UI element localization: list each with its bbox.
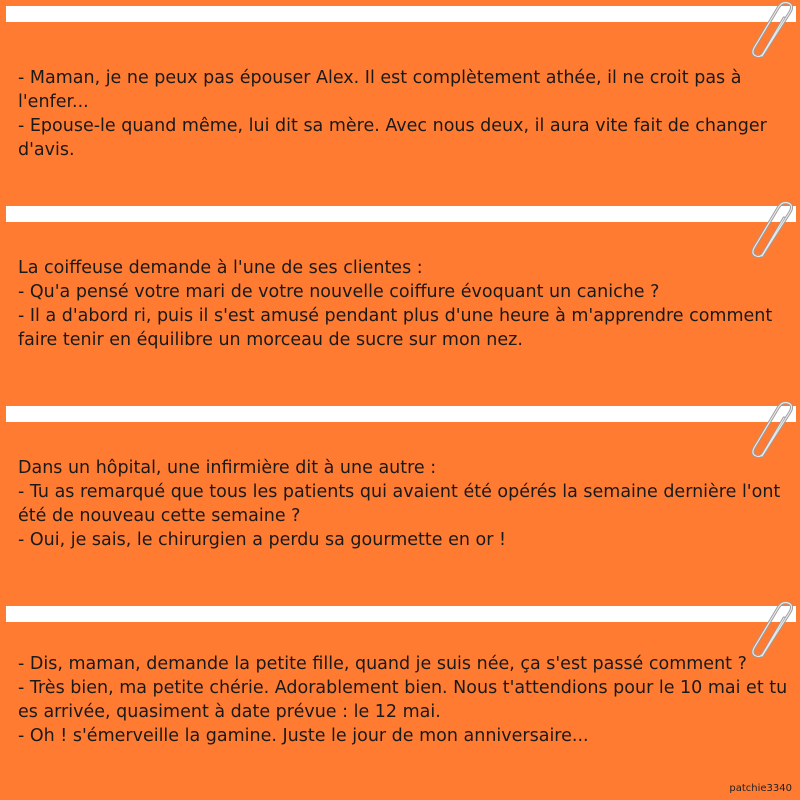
joke-line: - Qu'a pensé votre mari de votre nouvelle coiffure évoquant un caniche ?	[18, 282, 660, 302]
joke-line: - Oui, je sais, le chirurgien a perdu sa gourmette en or !	[18, 530, 506, 550]
paperclip-icon	[748, 2, 798, 60]
joke-line: Dans un hôpital, une infirmière dit à une autre :	[18, 458, 437, 478]
joke-text	[18, 66, 790, 162]
joke-line: - Dis, maman, demande la petite fille, quand je suis née, ça s'est passé comment ?	[18, 654, 747, 674]
paperclip-icon	[748, 402, 798, 460]
joke-line: - Tu as remarqué que tous les patients qui avaient été opérés la semaine dernière l'ont été de nouveau cette semaine ?	[18, 482, 786, 526]
joke-line: - Oh ! s'émerveille la gamine. Juste le jour de mon anniversaire...	[18, 726, 589, 746]
joke-text	[18, 652, 793, 748]
joke-line: La coiffeuse demande à l'une de ses clientes :	[18, 258, 423, 278]
paper-strip	[6, 6, 796, 22]
paperclip-icon	[748, 202, 798, 260]
paper-strip	[6, 406, 796, 422]
joke-text	[18, 456, 790, 552]
paper-strip	[6, 606, 796, 622]
joke-line: - Très bien, ma petite chérie. Adorablement bien. Nous t'attendions pour le 10 mai et tu es arrivée, quasiment à date prévue : le 12 mai.	[18, 678, 793, 722]
joke-card-4	[0, 600, 800, 800]
joke-card-1	[0, 0, 800, 200]
paper-strip	[6, 206, 796, 222]
joke-line: - Epouse-le quand même, lui dit sa mère. Avec nous deux, il aura vite fait de changer d'avis.	[18, 116, 773, 160]
signature: patchie3340	[729, 783, 792, 794]
joke-card-3	[0, 400, 800, 600]
joke-line: - Il a d'abord ri, puis il s'est amusé pendant plus d'une heure à m'apprendre comment faire tenir en équilibre un morceau de sucre sur mon nez.	[18, 306, 778, 350]
joke-text	[18, 256, 790, 352]
joke-card-2	[0, 200, 800, 400]
joke-line: - Maman, je ne peux pas épouser Alex. Il est complètement athée, il ne croit pas à l'enfer...	[18, 68, 748, 112]
